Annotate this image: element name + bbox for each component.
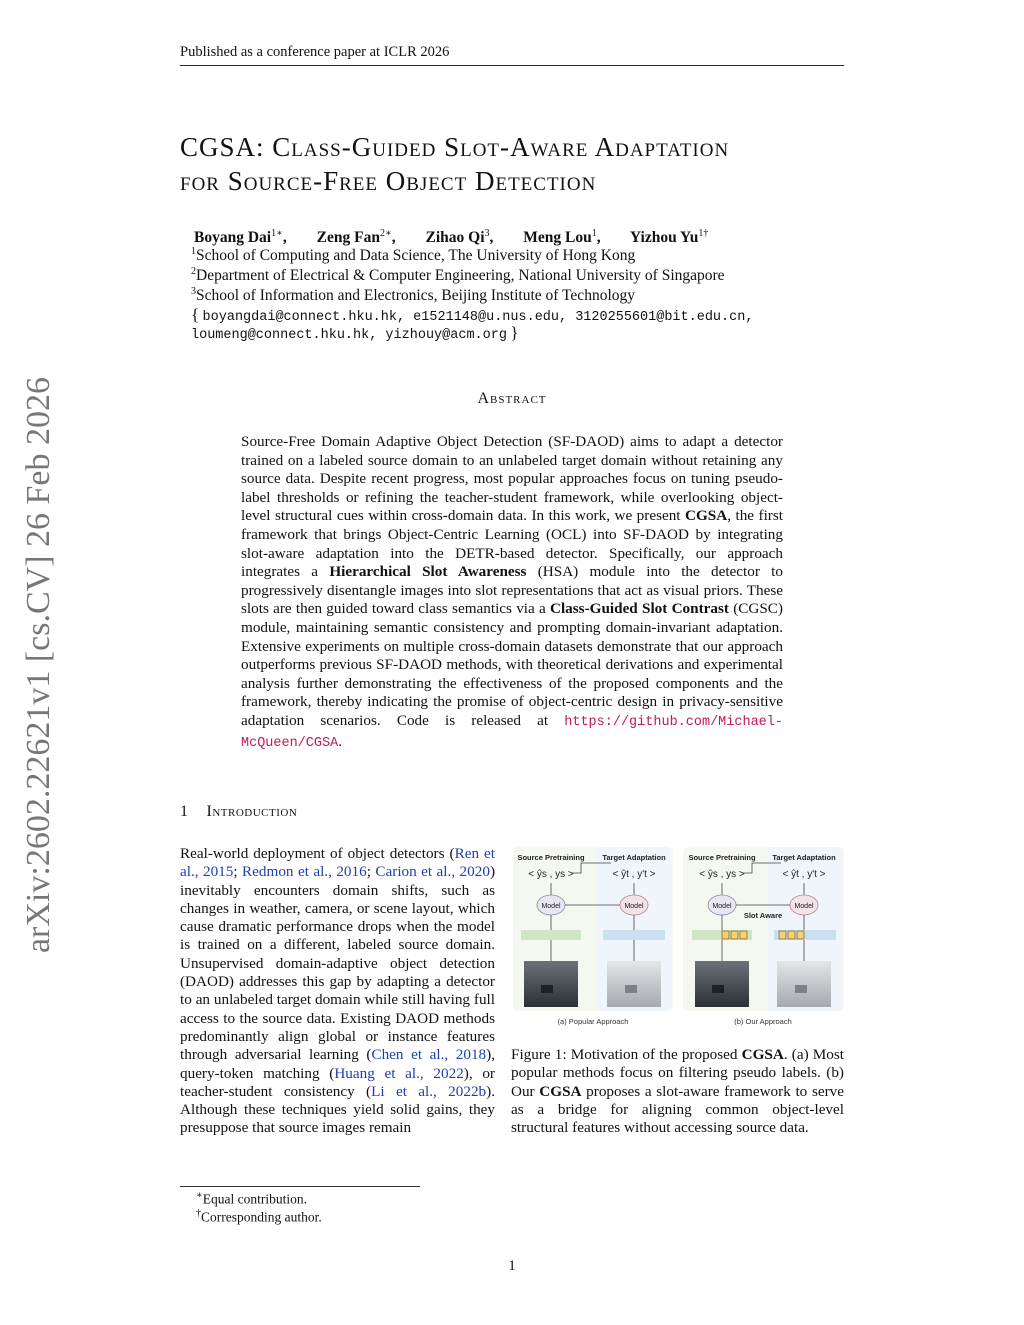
email-line-2[interactable]: loumeng@connect.hku.hk, yizhouy@acm.org } [191, 323, 519, 343]
running-header: Published as a conference paper at ICLR 2026 [180, 44, 450, 60]
abstract-heading: Abstract [477, 390, 547, 407]
arxiv-stamp[interactable]: arXiv:2602.22621v1 [cs.CV] 26 Feb 2026 [20, 376, 57, 954]
citation-link[interactable]: Li et al., 2022b [371, 1082, 487, 1100]
title-line-2: for Source-Free Object Detection [180, 166, 597, 196]
feature-bar [521, 930, 581, 940]
source-image [695, 961, 749, 1007]
citation-link[interactable]: Huang et al., 2022 [334, 1064, 464, 1082]
author: Zihao Qi$^3$, [425, 228, 494, 247]
fig-label: Model [624, 903, 644, 910]
fig-label: < ŷt , y't > [612, 869, 656, 880]
footnote: ∗Equal contribution. [196, 1190, 308, 1207]
fig-label: Source Pretraining [517, 853, 585, 862]
header-rule [180, 65, 844, 66]
page-number: 1 [508, 1258, 516, 1274]
footnote-rule [180, 1186, 420, 1187]
citation-link[interactable]: Chen et al., 2018 [371, 1046, 487, 1064]
affiliation: $^1$School of Computing and Data Science, The University of Hong Kong [191, 246, 636, 265]
citation-link[interactable]: Redmon et al., 2016 [242, 863, 367, 881]
source-image [524, 961, 578, 1007]
citation-link[interactable]: Carion et al., 2020 [375, 863, 490, 881]
figure-1-caption: Figure 1: Motivation of the proposed CGSA. (a) Most popular methods focus on filtering pseudo labels. (b) Our CGSA proposes a slot-aware framework to serve as a bridge for aligning common object-level structural features without accessing source data. [511, 1046, 844, 1137]
panel-b-caption: (b) Our Approach [734, 1017, 792, 1026]
abstract-body: Source-Free Domain Adaptive Object Detection (SF-DAOD) aims to adapt a detector trained on a labeled source domain to an unlabeled target domain without retaining any source data. Despite recent progress, most popular approaches focus on tuning pseudo-label thresholds or refining the teacher-student framework, while overlooking object-level structural cues within cross-domain data. In this work, we present CGSA, the first framework that brings Object-Centric Learning (OCL) into SF-DAOD by integrating slot-aware adaptation into the DETR-based detector. Specifically, our approach integrates a Hierarchical Slot Awareness (HSA) module into the detector to progressively disentangle images into slot representations that act as visual priors. These slots are then guided toward class semantics via a Class-Guided Slot Contrast (CGSC) module, maintaining semantic consistency and prompting domain-invariant adaptation. Extensive experiments on multiple cross-domain datasets demonstrate that our approach outperforms previous SF-DAOD methods, with theoretical derivations and experimental analysis further demonstrating the effectiveness of the proposed components and the framework, thereby indicating the promise of object-centric design in privacy-sensitive adaptation scenarios. Code is released at https://github.com/Michael-McQueen/CGSA. [241, 433, 783, 751]
email-line-1[interactable]: { boyangdai@connect.hku.hk, e1521148@u.nus.edu, 3120255601@bit.edu.cn, [191, 305, 754, 325]
author: Boyang Dai$^{1∗}$, [194, 228, 287, 247]
fig-label: < ŷs , ys > [528, 869, 574, 880]
author-list [194, 228, 708, 247]
figure-1-diagram [511, 843, 846, 1035]
citation-link[interactable]: Ren et al., 2015 [180, 845, 495, 881]
footnote: †Corresponding author. [196, 1208, 322, 1225]
affiliation: $^3$School of Information and Electronics, Beijing Institute of Technology [191, 286, 635, 305]
fig-label: Target Adaptation [602, 853, 666, 862]
author: Zeng Fan$^{2∗}$, [316, 228, 396, 247]
slot-tokens-target [779, 931, 804, 939]
fig-label: Model [794, 903, 814, 910]
target-image [777, 961, 831, 1007]
slot-tokens-source [722, 931, 747, 939]
section-heading: 1 Introduction [180, 803, 298, 820]
affiliation: $^2$Department of Electrical & Computer Engineering, National University of Singapore [191, 266, 725, 285]
fig-label: Source Pretraining [688, 853, 756, 862]
paper-title [180, 130, 860, 198]
code-url-link[interactable]: https://github.com/Michael-McQueen/CGSA [241, 714, 783, 751]
target-image [607, 961, 661, 1007]
fig-label: Model [541, 903, 561, 910]
panel-a-caption: (a) Popular Approach [557, 1017, 629, 1026]
intro-paragraph: Real-world deployment of object detectors (Ren et al., 2015; Redmon et al., 2016; Carion et al., 2020) inevitably encounters domain shifts, such as changes in weather, camera, or scene layout, which cause dramatic performance drops when the model is trained on a different, labeled source domain. Unsupervised domain-adaptive object detection (DAOD) addresses this gap by adapting a detector to an unlabeled target domain while still having full access to the source data. Existing DAOD methods predominantly align global or instance features through adversarial learning (Chen et al., 2018), query-token matching (Huang et al., 2022), or teacher-student consistency (Li et al., 2022b). Although these techniques yield solid gains, they presuppose that source images remain [180, 845, 496, 1137]
fig-label: Target Adaptation [772, 853, 836, 862]
fig-label: Model [712, 903, 732, 910]
fig-label: < ŷt , y't > [782, 869, 826, 880]
feature-bar [603, 930, 665, 940]
author: Yizhou $Yu^{1\dagger}$ [629, 228, 709, 247]
title-line-1: CGSA: Class-Guided Slot-Aware Adaptation [180, 132, 730, 162]
slot-aware-label: Slot Aware [743, 911, 783, 920]
fig-label: < ŷs , ys > [699, 869, 745, 880]
author: Meng Lou$^1$, [523, 228, 601, 247]
